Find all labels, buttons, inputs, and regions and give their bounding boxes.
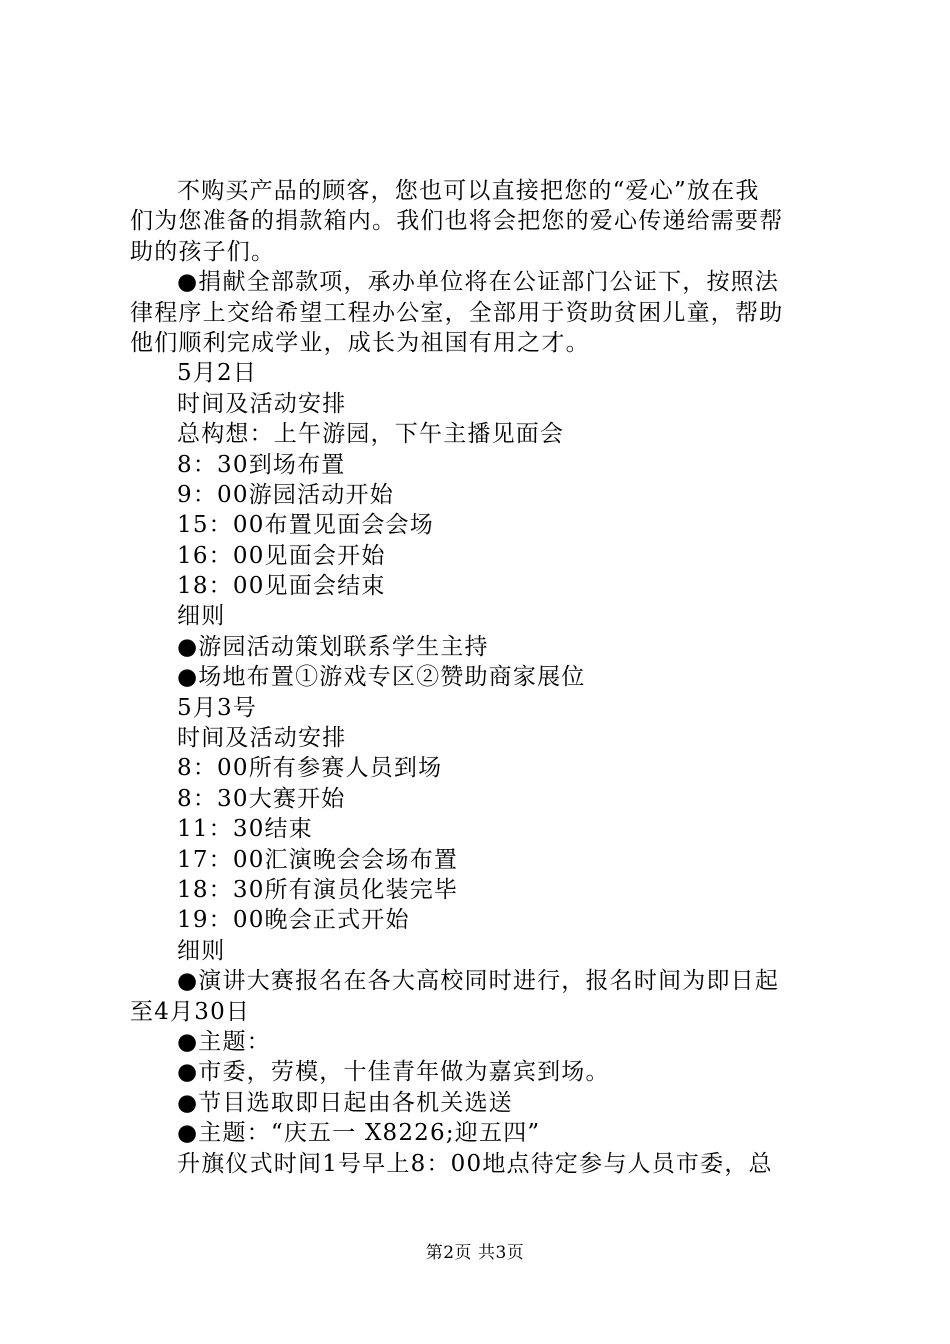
schedule-item: 15：00布置见面会会场 — [177, 512, 434, 539]
schedule-item: 18：30所有演员化装完毕 — [177, 876, 459, 903]
schedule-item: 17：00汇演晚会会场布置 — [177, 846, 459, 873]
body-text — [130, 176, 830, 1179]
paragraph-line: 至4月30日 — [130, 998, 251, 1025]
paragraph-line: 不购买产品的顾客，您也可以直接把您的“爱心”放在我 — [177, 178, 760, 204]
bullet-line: ●捐献全部款项，承办单位将在公证部门公证下，按照法 — [177, 269, 780, 296]
schedule-item: 9：00游园活动开始 — [177, 481, 394, 508]
schedule-item: 8：30到场布置 — [177, 451, 346, 478]
paragraph-line: 助的孩子们。 — [130, 238, 276, 265]
section-heading: 细则 — [177, 603, 226, 630]
bullet-line: ●主题：“庆五一 X8226;迎五四” — [177, 1120, 541, 1147]
schedule-item: 18：00见面会结束 — [177, 573, 386, 600]
paragraph-line: 总构想：上午游园，下午主播见面会 — [177, 421, 565, 448]
bullet-line: ●市委，劳模，十佳青年做为嘉宾到场。 — [177, 1059, 610, 1086]
schedule-item: 11：30结束 — [177, 816, 313, 843]
schedule-item: 8：30大赛开始 — [177, 785, 346, 812]
paragraph-line: 他们顺利完成学业，成长为祖国有用之才。 — [130, 329, 590, 356]
paragraph-line: 升旗仪式时间1号早上8：00地点待定参与人员市委，总 — [177, 1150, 773, 1177]
paragraph-line: 们为您准备的捐款箱内。我们也将会把您的爱心传递给需要帮 — [130, 208, 784, 235]
schedule-item: 19：00晚会正式开始 — [177, 907, 410, 934]
bullet-line: ●演讲大赛报名在各大高校同时进行，报名时间为即日起 — [177, 968, 780, 995]
bullet-line: ●主题： — [177, 1028, 271, 1055]
page-footer: 第2页 共3页 — [425, 1243, 525, 1263]
schedule-item: 16：00见面会开始 — [177, 542, 386, 569]
section-heading: 时间及活动安排 — [177, 390, 347, 417]
date-heading: 5月3号 — [177, 694, 258, 721]
bullet-line: ●游园活动策划联系学生主持 — [177, 633, 489, 660]
section-heading: 细则 — [177, 937, 226, 964]
paragraph-line: 律程序上交给希望工程办公室，全部用于资助贫困儿童，帮助 — [130, 299, 784, 326]
section-heading: 时间及活动安排 — [177, 725, 347, 752]
schedule-item: 8：00所有参赛人员到场 — [177, 755, 443, 782]
bullet-line: ●场地布置①游戏专区②赞助商家展位 — [177, 664, 586, 691]
bullet-line: ●节目选取即日起由各机关选送 — [177, 1089, 513, 1116]
date-heading: 5月2日 — [177, 360, 258, 387]
